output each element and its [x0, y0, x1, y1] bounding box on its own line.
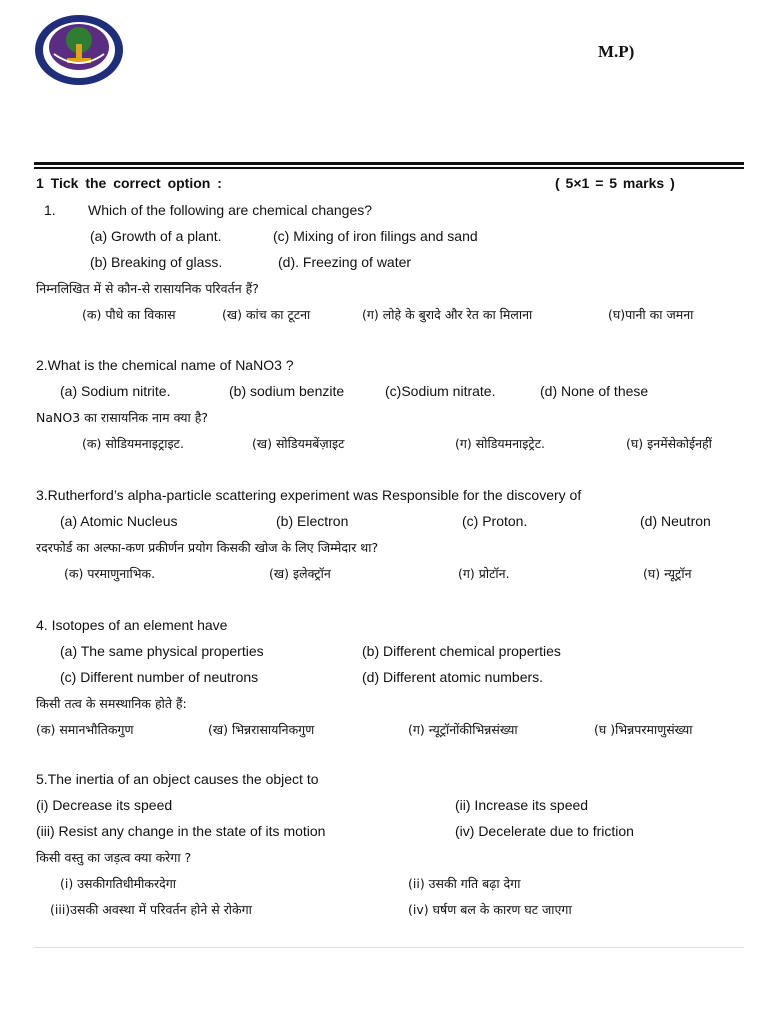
q5-hindi-option-ii: (ii) उसकी गति बढ़ा देगा	[408, 876, 521, 891]
q3-hindi-option-gha: (घ) न्यूट्रॉन	[643, 566, 692, 581]
q5-option-iii: (iii) Resist any change in the state of its motion	[36, 823, 326, 839]
q3-option-a: (a) Atomic Nucleus	[60, 513, 178, 529]
q1-question: Which of the following are chemical changes?	[88, 202, 373, 218]
q1-hindi-option-ga: (ग) लोहे के बुरादे और रेत का मिलाना	[362, 307, 533, 322]
q2-option-b: (b) sodium benzite	[229, 383, 345, 399]
header-rule-thin	[34, 167, 744, 169]
q3-hindi-option-ka: (क) परमाणुनाभिक.	[64, 566, 156, 581]
header-state-label: M.P)	[598, 42, 635, 61]
q4-hindi-option-kha: (ख) भिन्नरासायनिकगुण	[208, 722, 315, 737]
footer-rule	[34, 947, 744, 948]
q3-option-b: (b) Electron	[276, 513, 349, 529]
q1-option-b: (b) Breaking of glass.	[90, 254, 223, 270]
q3-option-c: (c) Proton.	[462, 513, 528, 529]
q4-option-c: (c) Different number of neutrons	[60, 669, 259, 685]
q1-option-a: (a) Growth of a plant.	[90, 228, 222, 244]
q1-option-d: (d). Freezing of water	[278, 254, 412, 270]
section-title: 1 Tick the correct option :	[36, 175, 222, 191]
q2-hindi-option-ga: (ग) सोडियमनाइट्रेट.	[455, 436, 545, 451]
q5-hindi-option-iv: (iv) घर्षण बल के कारण घट जाएगा	[408, 902, 572, 917]
q3-hindi-question: रदरफोर्ड का अल्फा-कण प्रकीर्णन प्रयोग किसकी खोज के लिए जिम्मेदार था?	[36, 540, 379, 555]
q4-hindi-question: किसी तत्व के समस्थानिक होते हैं:	[36, 696, 187, 711]
q5-hindi-question: किसी वस्तु का जड़त्व क्या करेगा ?	[36, 850, 192, 865]
section-marks: ( 5×1 = 5 marks )	[555, 175, 675, 191]
q3-hindi-option-ga: (ग) प्रोटॉन.	[458, 566, 510, 581]
q2-hindi-option-kha: (ख) सोडियमबेंज़ाइट	[252, 436, 345, 451]
q3-question: 3.Rutherford’s alpha-particle scattering experiment was Responsible for the discovery of	[36, 487, 582, 503]
q1-hindi-option-ka: (क) पौधे का विकास	[82, 307, 176, 322]
q4-option-b: (b) Different chemical properties	[362, 643, 561, 659]
q1-hindi-option-kha: (ख) कांच का टूटना	[222, 307, 311, 322]
q5-option-i: (i) Decrease its speed	[36, 797, 173, 813]
q5-question: 5.The inertia of an object causes the object to	[36, 771, 319, 787]
q1-number: 1.	[44, 202, 56, 218]
q2-option-a: (a) Sodium nitrite.	[60, 383, 171, 399]
q1-option-c: (c) Mixing of iron filings and sand	[273, 228, 478, 244]
q3-hindi-option-kha: (ख) इलेक्ट्रॉन	[269, 566, 331, 581]
q4-hindi-option-gha: (घ )भिन्नपरमाणुसंख्या	[594, 722, 693, 737]
q5-hindi-option-i: (i) उसकीगतिधीमीकरदेगा	[60, 876, 177, 891]
q2-option-c: (c)Sodium nitrate.	[385, 383, 496, 399]
q2-option-d: (d) None of these	[540, 383, 649, 399]
q4-hindi-option-ka: (क) समानभौतिकगुण	[36, 722, 134, 737]
q4-option-d: (d) Different atomic numbers.	[362, 669, 544, 685]
q2-hindi-option-ka: (क) सोडियमनाइट्राइट.	[82, 436, 184, 451]
q2-hindi-question: NaNO3 का रासायनिक नाम क्या है?	[36, 410, 209, 425]
q1-hindi-question: निम्नलिखित में से कौन-से रासायनिक परिवर्तन हैं?	[36, 281, 259, 296]
q1-hindi-option-gha: (घ)पानी का जमना	[608, 307, 694, 322]
q2-question: 2.What is the chemical name of NaNO3 ?	[36, 357, 294, 373]
q4-hindi-option-ga: (ग) न्यूट्रॉनोंकीभिन्नसंख्या	[408, 722, 518, 737]
q3-option-d: (d) Neutron	[640, 513, 711, 529]
q4-question: 4. Isotopes of an element have	[36, 617, 228, 633]
q5-option-iv: (iv) Decelerate due to friction	[455, 823, 634, 839]
school-logo	[34, 14, 124, 86]
q4-option-a: (a) The same physical properties	[60, 643, 264, 659]
q5-hindi-option-iii: (iii)उसकी अवस्था में परिवर्तन होने से रोकेगा	[50, 902, 252, 917]
q2-hindi-option-gha: (घ) इनमेंसेकोईनहीं	[626, 436, 712, 451]
header-rule-thick	[34, 162, 744, 165]
q5-option-ii: (ii) Increase its speed	[455, 797, 589, 813]
